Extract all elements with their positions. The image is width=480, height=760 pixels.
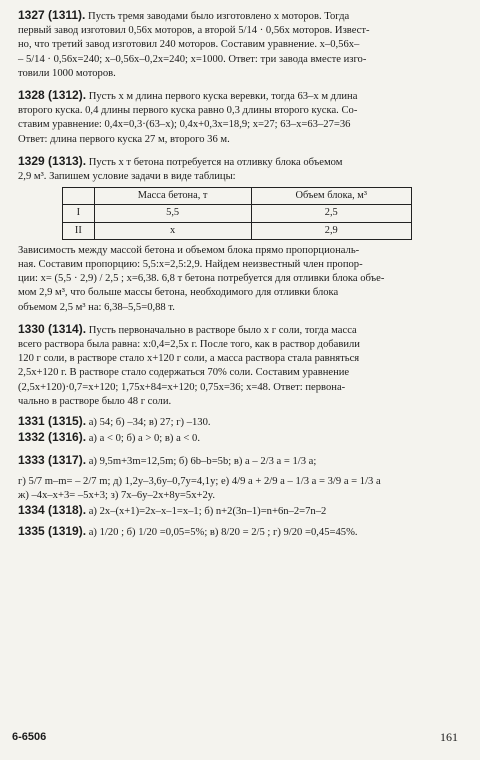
- table-header-cell: Объем блока, м³: [251, 188, 411, 205]
- problem-1333: [18, 453, 460, 503]
- problem-1335: [18, 524, 460, 540]
- signature-mark: 6-6506: [12, 731, 47, 743]
- problem-number: 1332 (1316).: [18, 430, 87, 445]
- table-row: [63, 222, 412, 239]
- table-row: [63, 205, 412, 222]
- table-cell: II: [63, 222, 95, 239]
- text-line: объемом 2,5 м³ на: 6,38–5,5=0,88 т.: [18, 301, 175, 313]
- text-line: Пусть x т бетона потребуется на отливку блока объемом: [88, 156, 343, 168]
- text-line: 2,5x+120 г. В растворе стало содержаться 70% соли. Составим уравнение: [18, 367, 350, 379]
- text-line: 2,9 м³. Запишем условие задачи в виде таблицы:: [18, 171, 236, 183]
- text-line: ж) –4x–x+3= –5x+3; з) 7x–6y–2x+8y=5x+2y.: [18, 489, 216, 501]
- problem-number: 1327 (1311).: [18, 8, 86, 22]
- text-line: ставим уравнение: 0,4x=0,3·(63–x); 0,4x+0,3x=18,9; x=27; 63–x=63–27=36: [18, 119, 351, 131]
- problem-number: 1333 (1317).: [18, 453, 87, 468]
- text-line: всего раствора была равна: x:0,4=2,5x г. После того, как в раствор добавили: [18, 339, 360, 351]
- table-cell: x: [94, 222, 251, 239]
- text-line: г) 5/7 m–m= – 2/7 m; д) 1,2y–3,6y–0,7y=4,1y; е) 4/9 a + 2/9 a – 1/3 a = 3/9 a = 1/3 a: [18, 475, 381, 487]
- problem-1330: [18, 322, 460, 409]
- text-line: Зависимость между массой бетона и объемом блока прямо пропорциональ-: [18, 244, 360, 256]
- text-line: а) a < 0; б) a > 0; в) a < 0.: [88, 433, 200, 445]
- text-line: Пусть первоначально в растворе было x г соли, тогда масса: [88, 324, 357, 336]
- table-cell: 2,5: [251, 205, 411, 222]
- problem-number: 1334 (1318).: [18, 503, 87, 518]
- problem-1328: [18, 88, 460, 147]
- table-cell: I: [63, 205, 95, 222]
- problem-number: 1329 (1313).: [18, 153, 87, 168]
- text-line: Пусть x м длина первого куска веревки, тогда 63–x м длина: [88, 91, 358, 103]
- text-line: но, что третий завод изготовил 240 моторов. Составим уравнение. x–0,56x–: [18, 39, 360, 51]
- text-line: ная. Составим пропорцию: 5,5:x=2,5:2,9. Найдем неизвестный член пропор-: [18, 259, 363, 271]
- problem-1331: [18, 414, 460, 430]
- text-line: мом 2,9 м³, что больше массы бетона, необходимого для отливки блока: [18, 287, 339, 299]
- table-cell: 2,9: [251, 222, 411, 239]
- text-line: (2,5x+120)·0,7=x+120; 1,75x+84=x+120; 0,75x=36; x=48. Ответ: первона-: [18, 381, 346, 393]
- data-table: [62, 187, 412, 240]
- table-cell: 5,5: [94, 205, 251, 222]
- text-line: второго куска. 0,4 длины первого куска равно 0,3 длины второго куска. Со-: [18, 105, 358, 117]
- problem-1332: [18, 430, 460, 446]
- text-line: 120 г соли, в растворе стало x+120 г соли, а масса раствора стала равняться: [18, 353, 360, 365]
- problem-number: 1335 (1319).: [18, 524, 87, 539]
- text-line: а) 1/20 ; б) 1/20 =0,05=5%; в) 8/20 = 2/5 ; г) 9/20 =0,45=45%.: [88, 527, 358, 539]
- text-line: товили 1000 моторов.: [18, 67, 116, 79]
- text-line: а) 54; б) –34; в) 27; г) –130.: [88, 417, 211, 429]
- problem-number: 1330 (1314).: [18, 321, 87, 336]
- problem-1327: [18, 8, 460, 81]
- text-line: Пусть тремя заводами было изготовлено x моторов. Тогда: [88, 11, 350, 22]
- text-line: первый завод изготовил 0,56x моторов, а второй 5/14 · 0,56x моторов. Извест-: [18, 25, 370, 37]
- problem-number: 1328 (1312).: [18, 88, 87, 103]
- text-line: а) 2x–(x+1)=2x–x–1=x–1; б) n+2(3n–1)=n+6n–2=7n–2: [88, 506, 327, 518]
- table-header-row: [63, 188, 412, 205]
- text-line: ции: x= (5,5 · 2,9) / 2,5 ; x=6,38. 6,8 т бетона потребуется для отливки блока объе-: [18, 273, 385, 285]
- text-line: – 5/14 · 0,56x=240; x–0,56x–0,2x=240; x=1000. Ответ: три завода вместе изго-: [18, 53, 367, 65]
- problem-number: 1331 (1315).: [18, 414, 87, 429]
- problem-1329: [18, 154, 460, 315]
- table-header-cell: [63, 188, 95, 205]
- text-line: чально в растворе было 48 г соли.: [18, 395, 172, 407]
- page-number: 161: [440, 730, 458, 744]
- table-header-cell: Масса бетона, т: [94, 188, 251, 205]
- problem-1334: [18, 503, 460, 519]
- text-line: Ответ: длина первого куска 27 м, второго 36 м.: [18, 133, 230, 145]
- text-line: а) 9,5m+3m=12,5m; б) 6b–b=5b; в) a – 2/3 a = 1/3 a;: [88, 456, 317, 468]
